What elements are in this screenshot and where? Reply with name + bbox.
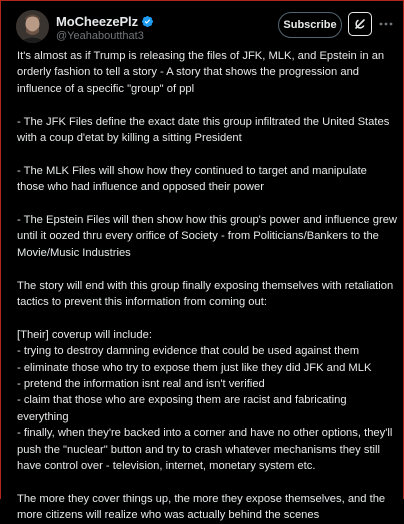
post-text [17,48,401,524]
author-handle[interactable]: @Yeahaboutthat3 [56,30,144,42]
subscribe-button[interactable]: Subscribe [278,12,342,38]
more-options-button[interactable] [378,13,394,35]
more-icon [379,22,393,26]
post-paragraph: - The Epstein Files will then show how this group's power and influence grew until it oozed thru every orifice of Society - from Politicians/Bankers to the Movie/Music Industries [17,214,401,259]
verified-badge-icon [141,15,154,28]
post-paragraph: The more they cover things up, the more they expose themselves, and the more citizens will realize who was actually behind the scenes [17,492,389,522]
avatar[interactable] [16,10,49,43]
author-block [56,14,154,42]
author-display-name[interactable]: MoCheezePlz [56,14,138,29]
post-header [16,8,394,42]
post-paragraph: It's almost as if Trump is releasing the files of JFK, MLK, and Epstein in an orderly fashion to tell a story - A story that shows the progression and influence of a specific "group" of ppl [17,50,388,95]
post-paragraph: - The JFK Files define the exact date this group infiltrated the United States with a coup d'etat by killing a sitting President [17,115,393,145]
grok-icon [353,17,367,31]
grok-button[interactable] [348,12,372,36]
post-paragraph: - The MLK Files will show how they continued to target and manipulate those who had influence and opposed their power [17,164,371,194]
post-paragraph: [Their] coverup will include: - trying to destroy damning evidence that could be used against them - eliminate those who try to expose them just like they did JFK and MLK - pretend the information isnt real and isn't verified - claim that those who are exposing them are racist and fabricating everything - finally, when they're backed into a corner and have no other options, they'll push the "nuclear" button and try to crash whatever mechanisms they still have control over - television, internet, monetary system etc. [17,328,393,473]
post-paragraph: The story will end with this group finally exposing themselves with retaliation tactics to prevent this information from coming out: [17,279,397,309]
avatar-photo-icon [16,10,49,43]
